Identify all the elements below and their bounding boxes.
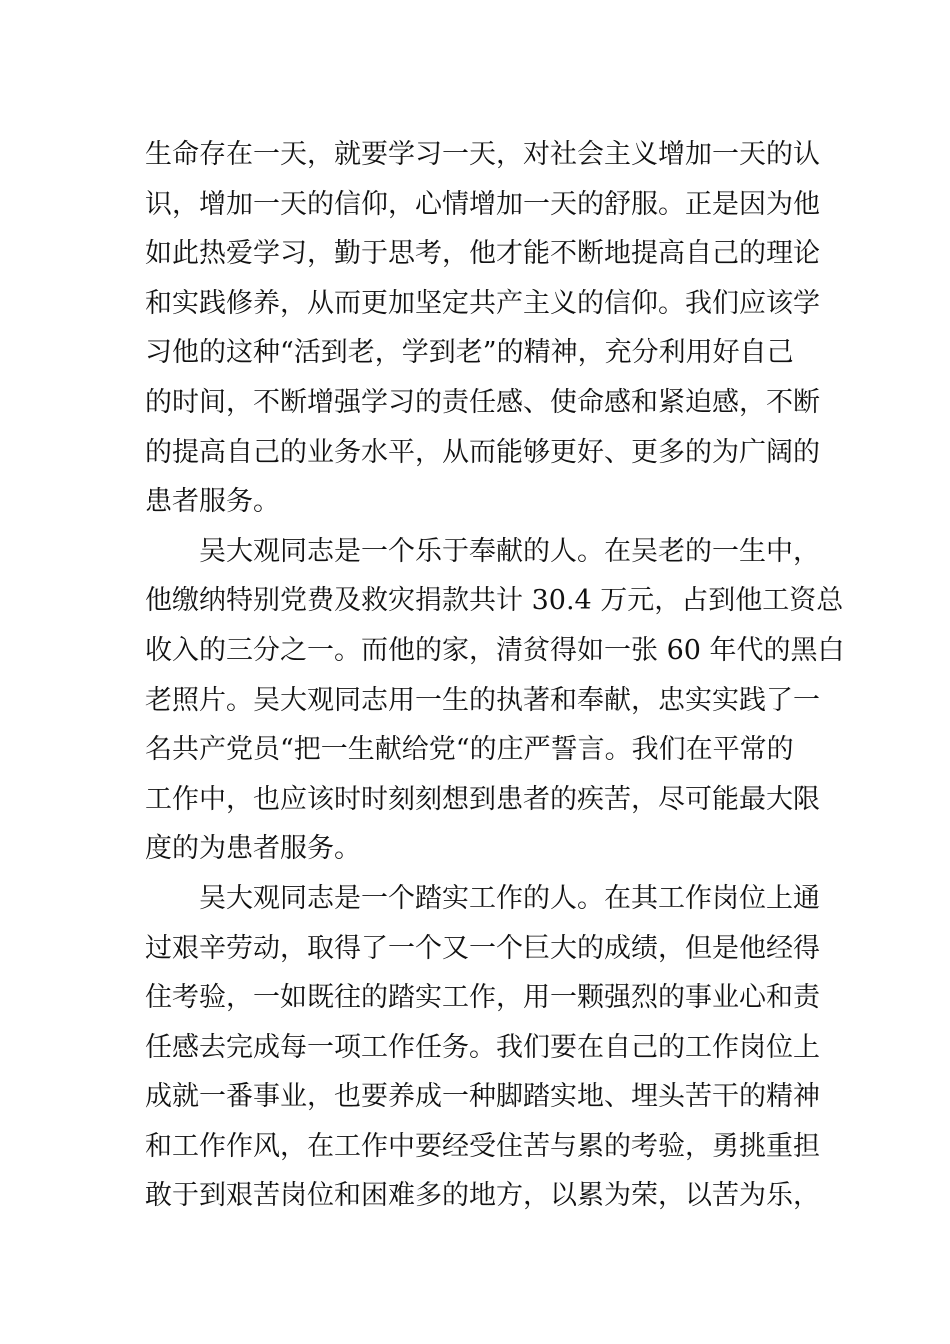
text-line: 生命存在一天，就要学习一天，对社会主义增加一天的认 bbox=[145, 139, 820, 170]
text-line: 收入的三分之一。而他的家，清贫得如一张 60 年代的黑白 bbox=[145, 634, 845, 666]
text-line: 任感去完成每一项工作任务。我们要在自己的工作岗位上 bbox=[145, 1031, 820, 1063]
text-line: 成就一番事业，也要养成一种脚踏实地、埋头苦干的精神 bbox=[145, 1081, 820, 1113]
text-line: 老照片。吴大观同志用一生的执著和奉献，忠实实践了一 bbox=[145, 684, 820, 716]
text-line: 的时间，不断增强学习的责任感、使命感和紧迫感，不断 bbox=[145, 386, 820, 418]
text-line: 住考验，一如既往的踏实工作，用一颗强烈的事业心和责 bbox=[145, 982, 820, 1014]
paragraph-first-line: 吴大观同志是一个乐于奉献的人。在吴老的一生中， bbox=[199, 535, 820, 567]
text-line: 工作中，也应该时时刻刻想到患者的疾苦，尽可能最大限 bbox=[145, 783, 820, 815]
text-line: 度的为患者服务。 bbox=[145, 833, 361, 865]
text-line: 识，增加一天的信仰，心情增加一天的舒服。正是因为他 bbox=[145, 188, 820, 220]
text-line: 他缴纳特别党费及救灾捐款共计 30.4 万元，占到他工资总 bbox=[145, 585, 844, 617]
document-body bbox=[145, 130, 845, 1221]
text-line: 习他的这种“活到老，学到老”的精神，充分利用好自己 bbox=[145, 337, 794, 369]
text-line: 如此热爱学习，勤于思考，他才能不断地提高自己的理论 bbox=[145, 238, 820, 270]
text-line: 敢于到艰苦岗位和困难多的地方，以累为荣，以苦为乐， bbox=[145, 1180, 820, 1212]
text-line: 过艰辛劳动，取得了一个又一个巨大的成绩，但是他经得 bbox=[145, 932, 820, 964]
text-line: 患者服务。 bbox=[145, 486, 280, 518]
text-line: 和工作作风，在工作中要经受住苦与累的考验，勇挑重担 bbox=[145, 1130, 820, 1162]
text-line: 的提高自己的业务水平，从而能够更好、更多的为广阔的 bbox=[145, 436, 820, 468]
text-line: 名共产党员“把一生献给党“的庄严誓言。我们在平常的 bbox=[145, 734, 794, 766]
paragraph-first-line: 吴大观同志是一个踏实工作的人。在其工作岗位上通 bbox=[199, 882, 820, 914]
text-line: 和实践修养，从而更加坚定共产主义的信仰。我们应该学 bbox=[145, 287, 820, 319]
